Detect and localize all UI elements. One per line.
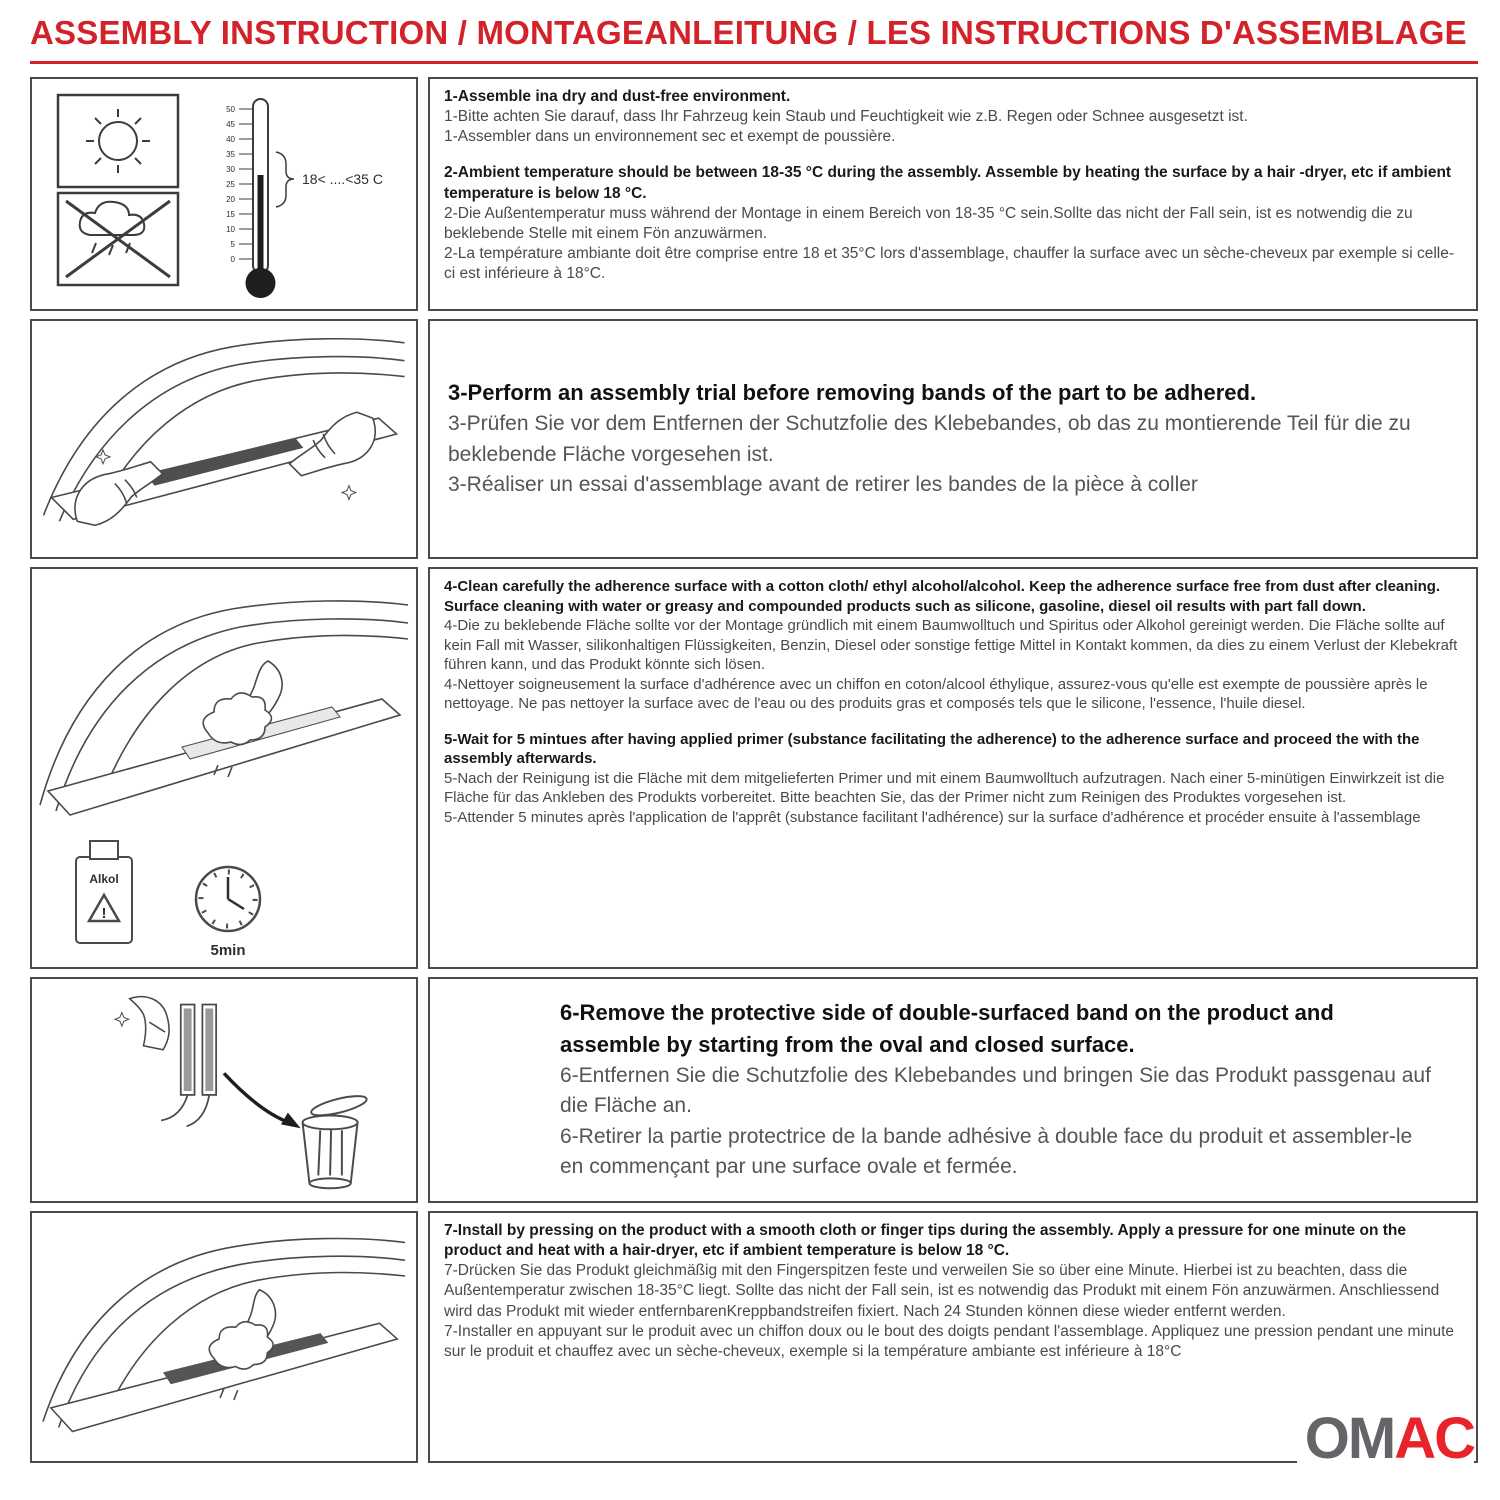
thermometer-scale xyxy=(226,105,235,264)
page-title: ASSEMBLY INSTRUCTION / MONTAGEANLEITUNG / LES INSTRUCTIONS D'ASSEMBLAGE xyxy=(30,14,1467,51)
illustration-peel-band xyxy=(30,977,418,1203)
step-row-3 xyxy=(30,319,1478,559)
step3-fr: 3-Réaliser un essai d'assemblage avant de retirer les bandes de la pièce à coller xyxy=(448,473,1198,497)
warning-mark: ! xyxy=(101,905,107,922)
bottle-label: Alkol xyxy=(89,872,119,886)
svg-text:35: 35 xyxy=(226,150,235,159)
omac-logo xyxy=(1297,1406,1474,1471)
arrow-to-trash xyxy=(224,1073,301,1128)
step6-fr: 6-Retirer la partie protectrice de la bande adhésive à double face du produit et assembler-le en commençant par une surface ovale et fermée. xyxy=(560,1124,1413,1179)
step2-en: 2-Ambient temperature should be between 18-35 °C during the assembly. Assemble by heating the surface by a hair -dryer, etc if ambient temperature is below 18 °C. xyxy=(444,164,1452,202)
svg-text:30: 30 xyxy=(226,165,235,174)
step7-en: 7-Install by pressing on the product with a smooth cloth or finger tips during the assembly. Apply a pressure for one minute on the product and heat with a hair-dryer, etc if ambient temperature is below 18 °C. xyxy=(444,1222,1406,1260)
clock-icon xyxy=(196,867,260,959)
temperature-range-label: 18< ....<35 C xyxy=(302,171,383,187)
step3-en: 3-Perform an assembly trial before removing bands of the part to be adhered. xyxy=(448,380,1257,406)
alcohol-bottle-icon xyxy=(76,841,132,943)
instructions-steps-4-5 xyxy=(428,567,1478,969)
step2-fr: 2-La température ambiante doit être comprise entre 18 et 35°C lors d'assemblage, chauffer la surface avec un sèche-cheveux par exemple si celle-ci est inférieure à 18°C. xyxy=(444,244,1455,283)
trash-can-icon xyxy=(303,1092,369,1188)
svg-text:45: 45 xyxy=(226,120,235,129)
step2-de: 2-Die Außentemperatur muss während der Montage in einem Bereich von 18-35 °C sein.Sollte das nicht der Fall sein, ist es notwendig die zu beklebende Stelle mit einem Fön anzuwärmen. xyxy=(444,204,1413,242)
step5-fr: 5-Attender 5 minutes après l'application de l'apprêt (substance facilitant l'adhérence) sur la surface d'adhérence et procéder ensuite à l'assemblage xyxy=(444,808,1421,826)
step5-de: 5-Nach der Reinigung ist die Fläche mit dem mitgelieferten Primer und mit einem Baumwolltuch aufzutragen. Nach einer 5-minütigen Einwirkzeit ist die Fläche für das Ankleben des Produkts vorbereitet. Bitte beachten Sie, das der Primer nicht zum Reinigen des Produktes vorgesehen ist. xyxy=(444,769,1445,806)
step4-en: 4-Clean carefully the adherence surface with a cotton cloth/ ethyl alcohol/alcohol. Keep the adherence surface free from dust after cleaning. Surface cleaning with water or greasy and compounded products such as silicone, gasoline, diesel oil results with part fall down. xyxy=(444,578,1441,615)
step-row-4-5 xyxy=(30,567,1478,969)
cleaning-illustration xyxy=(32,569,416,967)
illustration-press xyxy=(30,1211,418,1463)
press-illustration xyxy=(32,1213,416,1461)
environment-illustration xyxy=(32,79,416,309)
clock-label: 5min xyxy=(210,942,246,959)
step5-en: 5-Wait for 5 mintues after having applied primer (substance facilitating the adherence) to the adherence surface and proceed the with the assembly afterwards. xyxy=(444,730,1420,767)
range-brace xyxy=(276,152,294,207)
step3-de: 3-Prüfen Sie vor dem Entfernen der Schutzfolie des Klebebandes, ob das zu montierende Teil für die zu beklebende Fläche vorgesehen ist. xyxy=(448,412,1411,466)
step4-fr: 4-Nettoyer soigneusement la surface d'adhérence avec un chiffon en coton/alcool éthylique, assurez-vous qu'elle est exempte de poussière après le nettoyage. Ne pas nettoyer la surface avec de l'eau ou des produits gras et composés tels que le silicone, l'essence, l'huile diesel. xyxy=(444,675,1428,712)
assembly-trial-illustration xyxy=(32,321,416,557)
step7-fr: 7-Installer en appuyant sur le produit avec un chiffon doux ou le bout des doigts pendant l'assemblage. Appliquez une pression pendant une minute sur le produit et chauffez avec un sèche-cheveux, exemple si la température ambiante est inférieure à 18°C xyxy=(444,1322,1455,1360)
svg-text:50: 50 xyxy=(226,105,235,114)
svg-text:20: 20 xyxy=(226,195,235,204)
right-hand xyxy=(289,412,375,499)
thermometer-icon xyxy=(226,99,383,298)
svg-text:15: 15 xyxy=(226,210,235,219)
illustration-assembly-trial xyxy=(30,319,418,559)
illustration-cleaning xyxy=(30,567,418,969)
step-row-6 xyxy=(30,977,1478,1203)
step7-de: 7-Drücken Sie das Produkt gleichmäßig mit den Fingerspitzen feste und verweilen Sie so über eine Minute. Hierbei ist zu beachten, dass die Außentemperatur zwischen 18-35°C liegt. Sollte das nicht der Fall sein, ist es notwendig das Produkt mit einem Fön anzuwärmen. Anschliessend wird das Produkt mit wieder entfernbarenKreppbandstreifen fixiert. Nach 24 Stunden können diese wieder entfernt werden. xyxy=(444,1262,1440,1320)
step-row-7 xyxy=(30,1211,1478,1463)
step6-en: 6-Remove the protective side of double-surfaced band on the product and assemble by starting from the oval and closed surface. xyxy=(560,1000,1334,1058)
logo-red-letters: AC xyxy=(1394,1406,1474,1471)
svg-text:5: 5 xyxy=(230,240,235,249)
step1-de: 1-Bitte achten Sie darauf, dass Ihr Fahrzeug kein Staub und Feuchtigkeit wie z.B. Regen oder Schnee ausgesetzt ist. xyxy=(444,108,1248,126)
svg-text:25: 25 xyxy=(226,180,235,189)
logo-gray-letters: OM xyxy=(1304,1406,1395,1471)
svg-text:10: 10 xyxy=(226,225,235,234)
illustration-environment xyxy=(30,77,418,311)
instructions-step-3 xyxy=(428,319,1478,559)
instructions-step-6 xyxy=(428,977,1478,1203)
peel-band-illustration xyxy=(32,979,416,1201)
step1-en: 1-Assemble ina dry and dust-free environment. xyxy=(444,88,791,105)
adhesive-strips xyxy=(161,1005,216,1127)
sun-icon xyxy=(58,95,178,187)
step4-de: 4-Die zu beklebende Fläche sollte vor der Montage gründlich mit einem Baumwolltuch und Spiritus oder Alkohol gereinigt werden. Die Fläche sollte auf kein Fall mit Wasser, silikonhaltigen Flüssigkeiten, Benzin, Diesel oder sonstige fettige Mittel in Kontakt kommen, da dies zu einem Verlust der Klebekraft führen kann, und das Produkt könnte sich lösen. xyxy=(444,617,1458,673)
step6-de: 6-Entfernen Sie die Schutzfolie des Klebebandes und bringen Sie das Produkt passgenau auf die Fläche an. xyxy=(560,1064,1431,1118)
step1-fr: 1-Assembler dans un environnement sec et exempt de poussière. xyxy=(444,128,896,146)
title-divider xyxy=(30,61,1478,64)
step-row-1 xyxy=(30,77,1478,311)
no-rain-icon xyxy=(58,193,178,285)
svg-text:0: 0 xyxy=(230,255,235,264)
svg-text:40: 40 xyxy=(226,135,235,144)
peel-hand xyxy=(115,997,169,1050)
instructions-steps-1-2 xyxy=(428,77,1478,311)
